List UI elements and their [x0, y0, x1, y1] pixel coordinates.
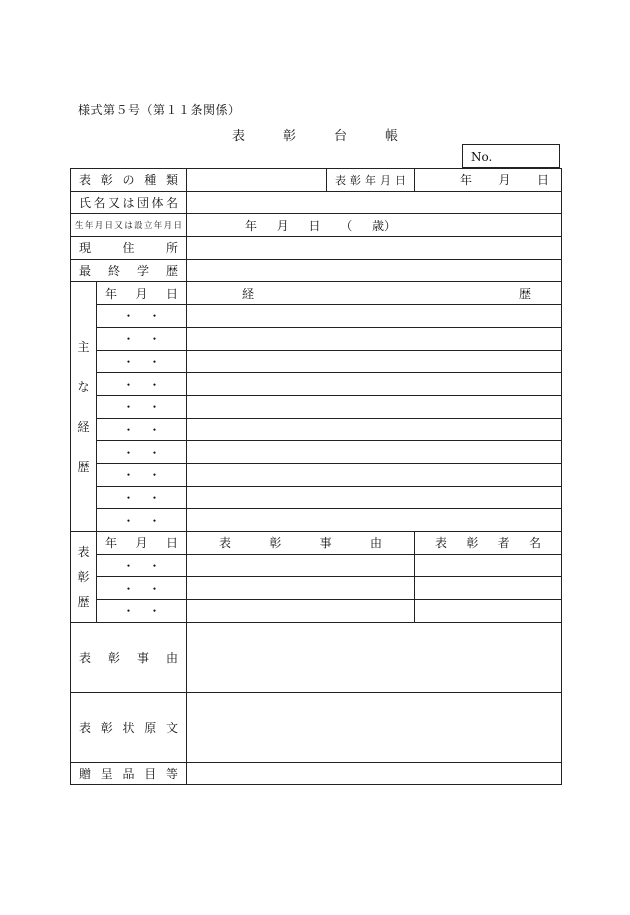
row-gifts	[71, 762, 562, 785]
citation-field[interactable]	[187, 692, 562, 762]
career-history-header: 経 歴	[187, 282, 562, 305]
age-open-label: （	[340, 218, 353, 233]
education-field[interactable]	[187, 259, 562, 282]
name-label: 氏名又は団体名	[71, 191, 187, 214]
career-row	[71, 441, 562, 464]
award-ledger-table	[70, 168, 562, 785]
row-award-type	[71, 169, 562, 192]
awards-date-header: 年 月 日	[97, 532, 187, 555]
award-type-label: 表彰の種類	[71, 169, 187, 192]
awards-row	[71, 554, 562, 577]
page-title: 表彰台帳	[231, 129, 436, 144]
awards-reason-header: 表 彰 事 由	[187, 532, 415, 555]
career-history-cell[interactable]	[187, 395, 562, 418]
gifts-label: 贈呈品目等	[71, 762, 187, 785]
awards-date-cell[interactable]: ・・	[97, 554, 187, 577]
awards-row	[71, 577, 562, 600]
awards-header-row	[71, 532, 562, 555]
row-name	[71, 191, 562, 214]
awards-awarder-cell[interactable]	[415, 600, 562, 623]
career-row	[71, 463, 562, 486]
career-date-cell[interactable]: ・・	[97, 395, 187, 418]
year-label: 年	[460, 173, 473, 188]
career-row	[71, 418, 562, 441]
career-date-header: 年 月 日	[97, 282, 187, 305]
birth-label: 生年月日又は設立年月日	[71, 214, 187, 237]
career-history-cell[interactable]	[187, 486, 562, 509]
age-label: 歳）	[371, 218, 396, 233]
awards-awarder-cell[interactable]	[415, 554, 562, 577]
career-date-cell[interactable]: ・・	[97, 350, 187, 373]
row-citation	[71, 692, 562, 762]
career-history-cell[interactable]	[187, 463, 562, 486]
career-history-cell[interactable]	[187, 418, 562, 441]
month-label: 月	[498, 173, 511, 188]
career-date-cell[interactable]: ・・	[97, 373, 187, 396]
row-reason	[71, 622, 562, 692]
career-side-label: 主 な 経 歴	[71, 282, 97, 532]
career-row	[71, 350, 562, 373]
awards-awarder-header: 表 彰 者 名	[415, 532, 562, 555]
career-header-row	[71, 282, 562, 305]
day-label: 日	[536, 173, 549, 188]
birth-day-label: 日	[308, 218, 321, 233]
career-history-cell[interactable]	[187, 441, 562, 464]
awards-date-cell[interactable]: ・・	[97, 577, 187, 600]
awards-row	[71, 600, 562, 623]
career-date-cell[interactable]: ・・	[97, 463, 187, 486]
reason-field[interactable]	[187, 622, 562, 692]
awards-reason-cell[interactable]	[187, 554, 415, 577]
career-history-cell[interactable]	[187, 305, 562, 328]
address-label: 現住所	[71, 237, 187, 260]
career-history-cell[interactable]	[187, 350, 562, 373]
number-label: No.	[471, 150, 493, 164]
award-type-field[interactable]	[187, 169, 327, 192]
name-field[interactable]	[187, 191, 562, 214]
career-history-cell[interactable]	[187, 509, 562, 532]
career-history-cell[interactable]	[187, 373, 562, 396]
birth-year-label: 年	[245, 218, 258, 233]
row-education	[71, 259, 562, 282]
address-field[interactable]	[187, 237, 562, 260]
awards-reason-cell[interactable]	[187, 600, 415, 623]
career-row	[71, 305, 562, 328]
awards-side-label: 表 彰 歴	[71, 532, 97, 623]
career-row	[71, 486, 562, 509]
career-history-cell[interactable]	[187, 327, 562, 350]
career-date-cell[interactable]: ・・	[97, 509, 187, 532]
awards-awarder-cell[interactable]	[415, 577, 562, 600]
award-date-label: 表彰年月日	[327, 169, 415, 192]
awards-reason-cell[interactable]	[187, 577, 415, 600]
awards-date-cell[interactable]: ・・	[97, 600, 187, 623]
career-date-cell[interactable]: ・・	[97, 486, 187, 509]
row-birth	[71, 214, 562, 237]
reason-label: 表彰事由	[71, 622, 187, 692]
birth-month-label: 月	[276, 218, 289, 233]
career-date-cell[interactable]: ・・	[97, 418, 187, 441]
career-row	[71, 327, 562, 350]
form-number-label: 様式第５号（第１１条関係）	[78, 103, 241, 117]
birth-field[interactable]	[187, 214, 562, 237]
career-date-cell[interactable]: ・・	[97, 441, 187, 464]
row-address	[71, 237, 562, 260]
citation-label: 表彰状原文	[71, 692, 187, 762]
number-field[interactable]	[462, 144, 560, 168]
award-date-field[interactable]	[415, 169, 562, 192]
career-date-cell[interactable]: ・・	[97, 305, 187, 328]
career-row	[71, 395, 562, 418]
career-row	[71, 509, 562, 532]
education-label: 最終学歴	[71, 259, 187, 282]
career-row	[71, 373, 562, 396]
career-date-cell[interactable]: ・・	[97, 327, 187, 350]
gifts-field[interactable]	[187, 762, 562, 785]
